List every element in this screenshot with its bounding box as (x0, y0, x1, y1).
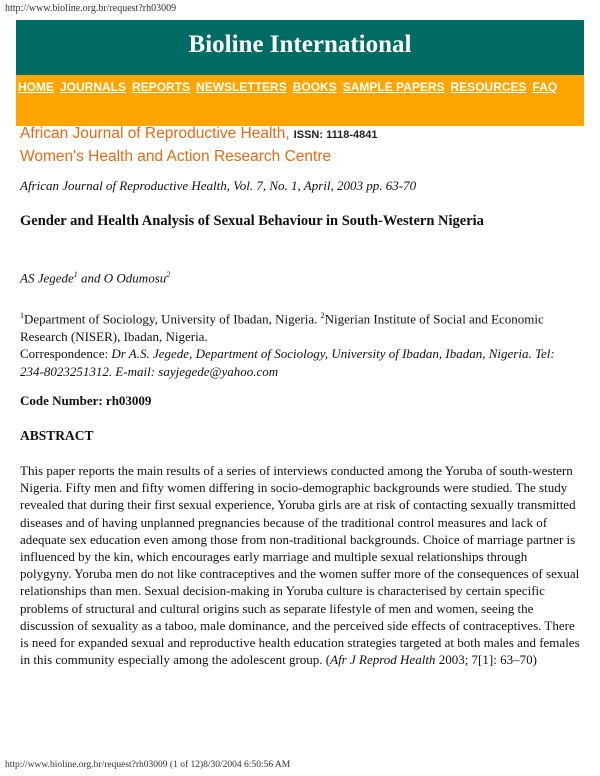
author-2-superscript: 2 (166, 270, 171, 279)
nav-link-newsletters[interactable]: NEWSLETTERS (196, 80, 287, 94)
nav-link-faq[interactable]: FAQ (532, 80, 558, 94)
article-authors (20, 270, 170, 286)
code-number: Code Number: rh03009 (20, 393, 152, 408)
abstract-citation-details: 2003; 7[1]: 63–70) (435, 652, 537, 668)
article-citation: African Journal of Reproductive Health, Vol. 7, No. 1, April, 2003 pp. 63-70 (20, 178, 417, 193)
author-2: O Odumosu (103, 270, 167, 286)
abstract-body (20, 462, 580, 668)
footer-url: http://www.bioline.org.br/request?rh03009 (1 of 12)8/30/2004 6:50:56 AM (5, 760, 291, 770)
affiliation-1-superscript: 1 (20, 311, 24, 320)
journal-name[interactable]: African Journal of Reproductive Health, (20, 125, 290, 142)
site-banner (16, 20, 584, 126)
author-affiliations (20, 307, 580, 380)
author-1-superscript: 1 (73, 270, 78, 279)
site-title: Bioline International (188, 31, 412, 58)
abstract-citation-journal: Afr J Reprod Health (330, 652, 436, 668)
correspondence-label: Correspondence: (20, 346, 112, 362)
article-title: Gender and Health Analysis of Sexual Behaviour in South-Western Nigeria (20, 213, 484, 229)
nav-link-home[interactable]: HOME (18, 80, 54, 94)
affiliation-1: Department of Sociology, University of Ibadan, Nigeria. (24, 311, 321, 327)
journal-issn: ISSN: 1118-4841 (293, 129, 378, 141)
authors-conjunction: and (77, 270, 104, 286)
journal-header (20, 123, 377, 167)
nav-link-books[interactable]: BOOKS (292, 80, 337, 94)
abstract-text: This paper reports the main results of a series of interviews conducted among the Yoruba of south-western Nigeria. Fifty men and fifty women differing in socio-demographic backgrounds were studied. The study revealed that during their first sexual experience, Yoruba girls are at risk of contacting sexually transmitted diseases and of having unplanned pregnancies because of the traditional control measures and lack of adequate sex education even among those from non-traditional backgrounds. Choice of marriage partner is influenced by the kin, which encourages early marriage and multiple sexual relationships through polygyny. Yoruba men do not like contraceptives and the women suffer more of the consequences of sexual relationships than men. Sexual decision-making in Yoruba culture is characterised by certain specific problems of structural and cultural origins such as separate lifestyle of men and women, seeing the discussion of sexuality as a taboo, male dominance, and the perceived side effects of contraceptives. There is need for expanded sexual and reproductive health education strategies targeted at both males and females in this community especially among the adolescent group. ( (20, 463, 580, 668)
nav-link-reports[interactable]: REPORTS (132, 80, 191, 94)
main-nav (18, 78, 559, 96)
author-1: AS Jegede (20, 270, 74, 286)
nav-link-sample-papers[interactable]: SAMPLE PAPERS (342, 80, 445, 94)
abstract-heading: ABSTRACT (20, 428, 94, 443)
banner-title-bar (16, 20, 584, 75)
correspondence-details: Dr A.S. Jegede, Department of Sociology, University of Ibadan, Ibadan, Nigeria. Tel: 234-8023251312. E-mail: sayjegede@yahoo.com (20, 346, 555, 379)
affiliation-2-superscript: 2 (320, 311, 325, 320)
journal-publisher[interactable]: Women's Health and Action Research Centre (20, 148, 332, 165)
header-url: http://www.bioline.org.br/request?rh03009 (5, 3, 177, 14)
nav-link-journals[interactable]: JOURNALS (60, 80, 127, 94)
nav-link-resources[interactable]: RESOURCES (450, 80, 527, 94)
affiliation-2: Nigerian Institute of Social and Economic Research (NISER), Ibadan, Nigeria. (20, 311, 544, 344)
